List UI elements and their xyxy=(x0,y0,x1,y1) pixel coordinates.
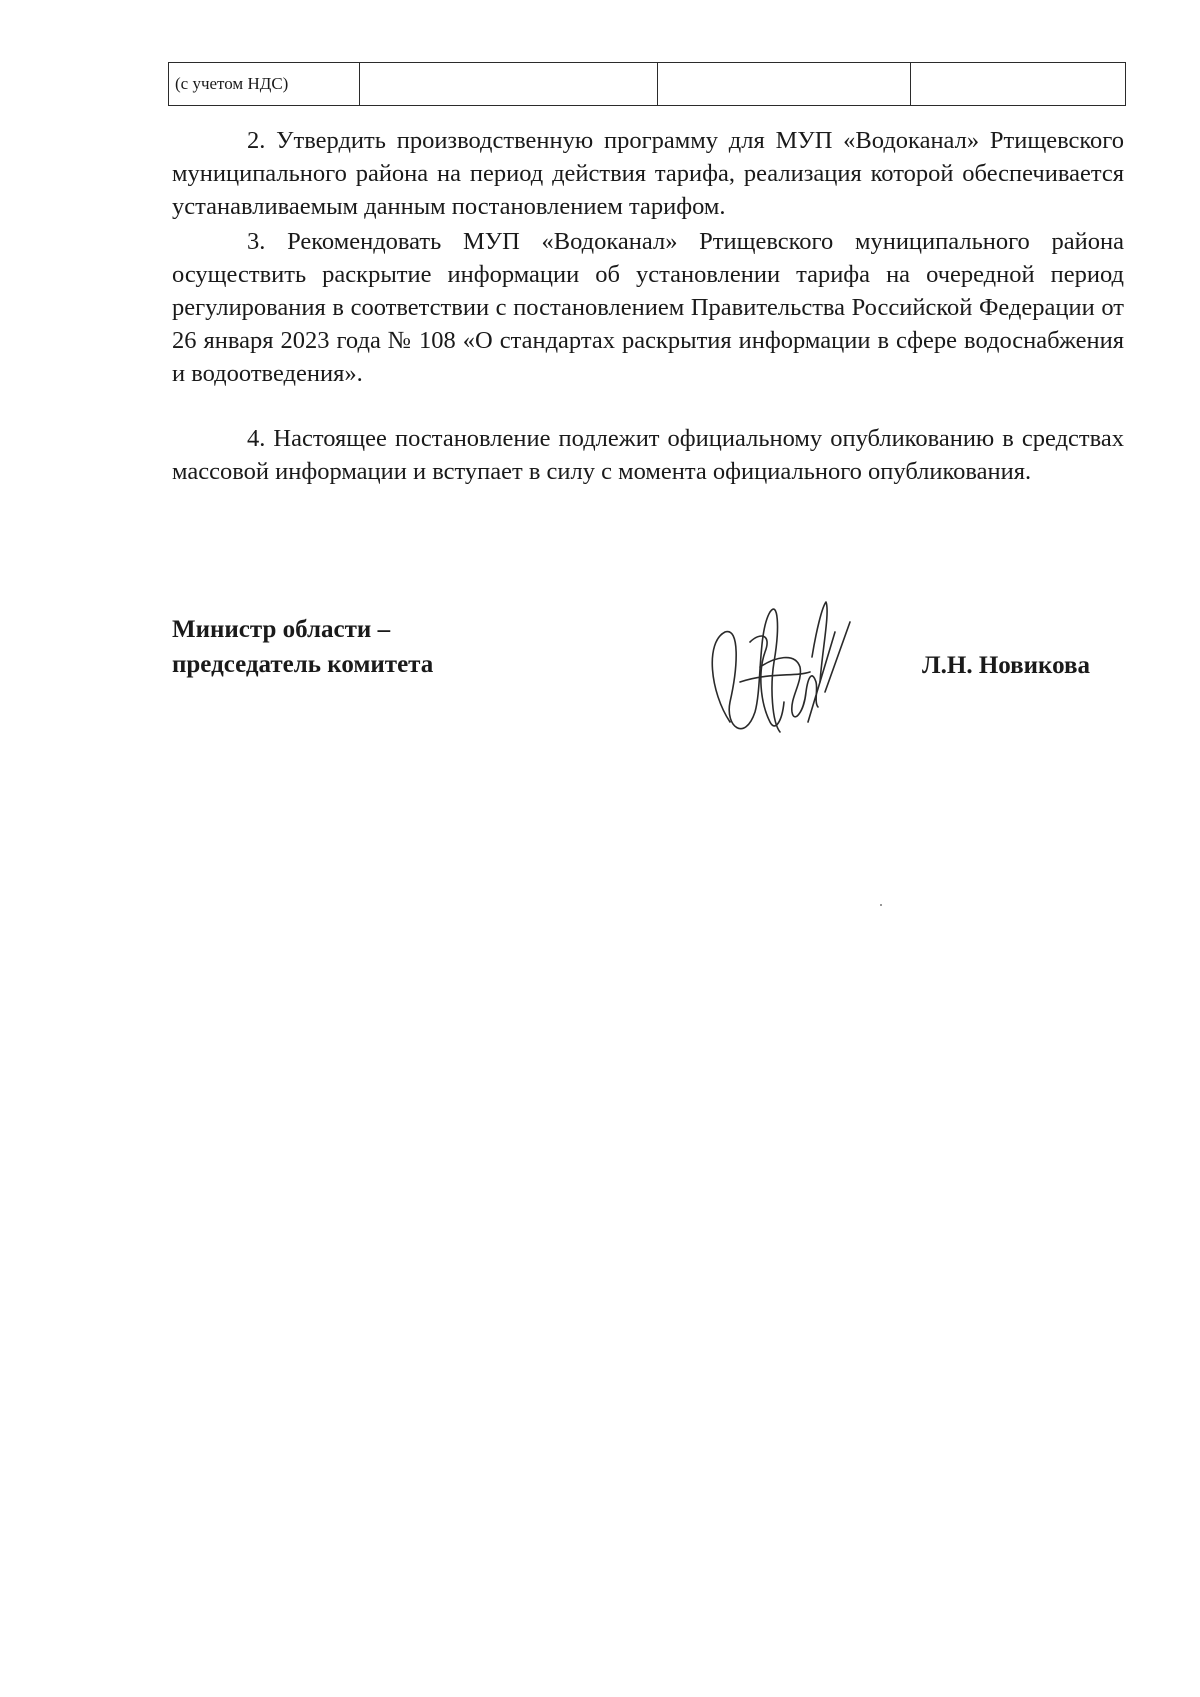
signatory-title-line-1: Министр области – xyxy=(172,616,391,643)
signatory-title xyxy=(172,612,433,682)
scan-speck xyxy=(880,904,882,906)
signatory-name: Л.Н. Новикова xyxy=(922,652,1091,679)
handwritten-signature xyxy=(700,572,870,752)
table-cell xyxy=(911,63,1126,106)
table-row xyxy=(169,63,1126,106)
signatory-title-line-2: председатель комитета xyxy=(172,651,434,678)
tariff-table-fragment xyxy=(168,62,1126,106)
paragraph-2: 2. Утвердить производственную программу для МУП «Водоканал» Ртищевского муниципального района на период действия тарифа, реализация которой обеспечивается устанавливаемым данным постановлением тарифом. xyxy=(172,127,1124,220)
table-cell xyxy=(658,63,911,106)
table-cell-label: (с учетом НДС) xyxy=(169,63,360,106)
paragraph-4: 4. Настоящее постановление подлежит официальному опубликованию в средствах массовой информации и вступает в силу с момента официального опубликования. xyxy=(172,425,1124,485)
table-cell xyxy=(360,63,658,106)
paragraph-3: 3. Рекомендовать МУП «Водоканал» Ртищевского муниципального района осуществить раскрытие информации об установлении тарифа на очередной период регулирования в соответствии с постановлением Правительства Российской Федерации от 26 января 2023 года № 108 «О стандартах раскрытия информации в сфере водоснабжения и водоотведения». xyxy=(172,228,1124,387)
